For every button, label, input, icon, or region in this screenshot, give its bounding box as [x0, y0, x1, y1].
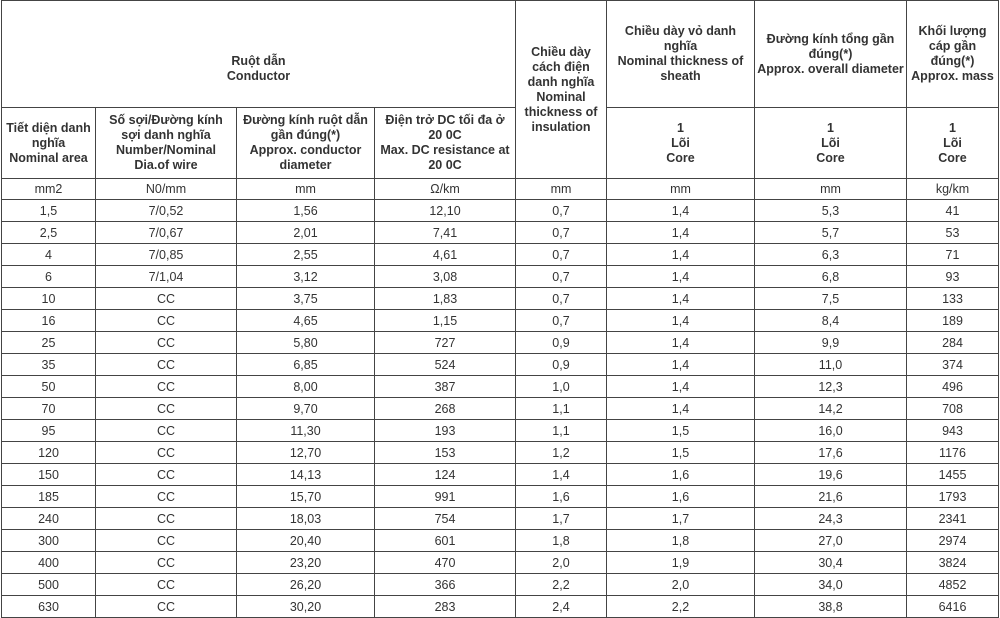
table-cell: 754	[375, 508, 516, 530]
table-cell: 1,4	[607, 310, 755, 332]
table-cell: 5,3	[755, 200, 907, 222]
table-row	[2, 596, 999, 618]
table-cell: 284	[907, 332, 999, 354]
table-cell: 9,70	[237, 398, 375, 420]
table-cell: CC	[96, 486, 237, 508]
table-cell: 70	[2, 398, 96, 420]
table-cell: 4852	[907, 574, 999, 596]
table-cell: CC	[96, 442, 237, 464]
table-cell: 0,7	[516, 244, 607, 266]
table-cell: 1,4	[607, 222, 755, 244]
area-en: Nominal area	[9, 150, 88, 165]
table-row	[2, 552, 999, 574]
cable-spec-table	[1, 0, 999, 618]
table-cell: 524	[375, 354, 516, 376]
table-cell: 8,4	[755, 310, 907, 332]
table-cell: CC	[96, 354, 237, 376]
table-cell: 6,85	[237, 354, 375, 376]
table-row	[2, 266, 999, 288]
table-cell: 708	[907, 398, 999, 420]
table-cell: 4	[2, 244, 96, 266]
table-cell: 2,0	[607, 574, 755, 596]
table-cell: 26,20	[237, 574, 375, 596]
mass-header	[907, 1, 999, 108]
table-cell: 1,83	[375, 288, 516, 310]
table-cell: 1,7	[516, 508, 607, 530]
wires-en: Number/Nominal Dia.of wire	[115, 143, 216, 172]
table-cell: 1,0	[516, 376, 607, 398]
table-cell: CC	[96, 398, 237, 420]
table-cell: 1,4	[516, 464, 607, 486]
table-cell: 133	[907, 288, 999, 310]
table-cell: 7/0,67	[96, 222, 237, 244]
table-cell: 1,8	[516, 530, 607, 552]
table-cell: 3,75	[237, 288, 375, 310]
table-cell: CC	[96, 574, 237, 596]
core-en: Core	[938, 150, 967, 165]
sheath-en: Nominal thickness of sheath	[617, 54, 744, 83]
table-cell: 1,4	[607, 376, 755, 398]
conductor-group-vi: Ruột dẫn	[231, 54, 286, 68]
unit-cell: kg/km	[907, 179, 999, 200]
table-cell: 21,6	[755, 486, 907, 508]
table-cell: 300	[2, 530, 96, 552]
table-cell: 500	[2, 574, 96, 596]
table-cell: 2,01	[237, 222, 375, 244]
table-cell: 18,03	[237, 508, 375, 530]
table-cell: 2,2	[607, 596, 755, 618]
table-row	[2, 442, 999, 464]
table-row	[2, 310, 999, 332]
table-cell: 727	[375, 332, 516, 354]
unit-cell: Ω/km	[375, 179, 516, 200]
table-row	[2, 420, 999, 442]
table-cell: 1,6	[607, 486, 755, 508]
table-cell: 7/1,04	[96, 266, 237, 288]
cond-diam-en: Approx. conductor diameter	[249, 143, 362, 172]
table-cell: 30,20	[237, 596, 375, 618]
table-cell: 71	[907, 244, 999, 266]
table-cell: 1,6	[516, 486, 607, 508]
table-cell: 1,5	[607, 442, 755, 464]
table-cell: 14,13	[237, 464, 375, 486]
table-cell: 1,9	[607, 552, 755, 574]
table-cell: 1,4	[607, 244, 755, 266]
table-cell: 0,9	[516, 354, 607, 376]
table-cell: 1455	[907, 464, 999, 486]
table-cell: 601	[375, 530, 516, 552]
table-cell: 1,4	[607, 200, 755, 222]
table-cell: 19,6	[755, 464, 907, 486]
mass-vi: Khối lượng cáp gần đúng(*)	[918, 24, 987, 68]
table-cell: 400	[2, 552, 96, 574]
table-cell: 193	[375, 420, 516, 442]
table-cell: 2,0	[516, 552, 607, 574]
table-cell: 34,0	[755, 574, 907, 596]
diameter-header	[755, 1, 907, 108]
table-cell: 6416	[907, 596, 999, 618]
table-cell: 2,5	[2, 222, 96, 244]
table-cell: 95	[2, 420, 96, 442]
table-cell: 0,7	[516, 310, 607, 332]
core-en: Core	[816, 150, 845, 165]
table-cell: 1,15	[375, 310, 516, 332]
table-cell: 1,5	[2, 200, 96, 222]
table-row	[2, 288, 999, 310]
core-num: 1	[949, 120, 956, 135]
table-row	[2, 574, 999, 596]
table-cell: 93	[907, 266, 999, 288]
table-cell: 2341	[907, 508, 999, 530]
table-cell: 27,0	[755, 530, 907, 552]
table-cell: 53	[907, 222, 999, 244]
table-cell: 387	[375, 376, 516, 398]
table-cell: 1176	[907, 442, 999, 464]
area-header	[2, 108, 96, 179]
cond-diam-vi: Đường kính ruột dẫn gần đúng(*)	[243, 113, 368, 142]
table-cell: 1,7	[607, 508, 755, 530]
table-cell: 1,2	[516, 442, 607, 464]
table-cell: 16	[2, 310, 96, 332]
table-cell: 11,0	[755, 354, 907, 376]
table-cell: 16,0	[755, 420, 907, 442]
insulation-vi: Chiều dày cách điện danh nghĩa	[527, 44, 595, 89]
table-row	[2, 376, 999, 398]
table-cell: 7,41	[375, 222, 516, 244]
table-cell: 150	[2, 464, 96, 486]
table-cell: 20,40	[237, 530, 375, 552]
table-cell: 6	[2, 266, 96, 288]
core-en: Core	[666, 150, 695, 165]
table-cell: 23,20	[237, 552, 375, 574]
core-vi: Lõi	[943, 135, 962, 150]
table-cell: 5,80	[237, 332, 375, 354]
table-cell: 185	[2, 486, 96, 508]
table-cell: CC	[96, 464, 237, 486]
table-cell: 12,70	[237, 442, 375, 464]
table-cell: 470	[375, 552, 516, 574]
table-cell: 120	[2, 442, 96, 464]
table-row	[2, 486, 999, 508]
table-row	[2, 508, 999, 530]
table-cell: 7/0,85	[96, 244, 237, 266]
unit-cell: N0/mm	[96, 179, 237, 200]
table-cell: 17,6	[755, 442, 907, 464]
table-cell: 10	[2, 288, 96, 310]
table-cell: 2,4	[516, 596, 607, 618]
table-cell: 283	[375, 596, 516, 618]
table-cell: CC	[96, 530, 237, 552]
table-cell: 0,7	[516, 200, 607, 222]
table-cell: 7/0,52	[96, 200, 237, 222]
table-cell: 366	[375, 574, 516, 596]
table-cell: 50	[2, 376, 96, 398]
unit-cell: mm	[237, 179, 375, 200]
table-cell: 14,2	[755, 398, 907, 420]
table-cell: CC	[96, 310, 237, 332]
table-cell: 5,7	[755, 222, 907, 244]
table-cell: CC	[96, 332, 237, 354]
core-vi: Lõi	[821, 135, 840, 150]
core-num: 1	[677, 120, 684, 135]
insulation-en: Nominal thickness of insulation	[524, 89, 598, 134]
table-cell: 0,7	[516, 266, 607, 288]
table-row	[2, 354, 999, 376]
table-cell: CC	[96, 288, 237, 310]
table-cell: 38,8	[755, 596, 907, 618]
unit-cell: mm	[607, 179, 755, 200]
table-cell: 1,4	[607, 398, 755, 420]
table-cell: 1,8	[607, 530, 755, 552]
table-cell: 3,08	[375, 266, 516, 288]
table-cell: CC	[96, 552, 237, 574]
table-cell: 3824	[907, 552, 999, 574]
wires-vi: Số sợi/Đường kính sợi danh nghĩa	[109, 113, 223, 142]
diameter-en: Approx. overall diameter	[757, 61, 904, 76]
table-cell: 1,4	[607, 266, 755, 288]
table-cell: 240	[2, 508, 96, 530]
sheath-header	[607, 1, 755, 108]
table-cell: 35	[2, 354, 96, 376]
resistance-vi: Điện trở DC tối đa ở 20 0C	[385, 113, 505, 142]
table-cell: 24,3	[755, 508, 907, 530]
table-cell: 943	[907, 420, 999, 442]
table-cell: 41	[907, 200, 999, 222]
table-cell: 9,9	[755, 332, 907, 354]
table-cell: 2974	[907, 530, 999, 552]
table-cell: 374	[907, 354, 999, 376]
table-cell: CC	[96, 420, 237, 442]
resistance-header	[375, 108, 516, 179]
diameter-core-header	[755, 108, 907, 179]
table-cell: 496	[907, 376, 999, 398]
table-cell: 2,55	[237, 244, 375, 266]
table-row	[2, 332, 999, 354]
table-cell: CC	[96, 596, 237, 618]
table-cell: 153	[375, 442, 516, 464]
table-cell: 1,4	[607, 288, 755, 310]
table-cell: 268	[375, 398, 516, 420]
table-cell: 2,2	[516, 574, 607, 596]
table-row	[2, 222, 999, 244]
table-cell: 25	[2, 332, 96, 354]
table-cell: CC	[96, 376, 237, 398]
table-cell: 4,65	[237, 310, 375, 332]
table-cell: 1,6	[607, 464, 755, 486]
table-row	[2, 464, 999, 486]
table-row	[2, 530, 999, 552]
table-cell: 0,7	[516, 288, 607, 310]
wires-header	[96, 108, 237, 179]
table-cell: 124	[375, 464, 516, 486]
table-cell: 30,4	[755, 552, 907, 574]
table-row	[2, 244, 999, 266]
table-cell: 0,7	[516, 222, 607, 244]
unit-cell: mm	[755, 179, 907, 200]
diameter-vi: Đường kính tổng gần đúng(*)	[766, 31, 895, 61]
table-cell: 12,10	[375, 200, 516, 222]
table-cell: 991	[375, 486, 516, 508]
table-cell: 7,5	[755, 288, 907, 310]
table-cell: 8,00	[237, 376, 375, 398]
table-cell: 3,12	[237, 266, 375, 288]
table-cell: 189	[907, 310, 999, 332]
core-vi: Lõi	[671, 135, 690, 150]
table-cell: 630	[2, 596, 96, 618]
table-cell: 6,8	[755, 266, 907, 288]
table-cell: 12,3	[755, 376, 907, 398]
table-row	[2, 398, 999, 420]
core-num: 1	[827, 120, 834, 135]
table-cell: CC	[96, 508, 237, 530]
table-cell: 6,3	[755, 244, 907, 266]
unit-cell: mm	[516, 179, 607, 200]
table-cell: 15,70	[237, 486, 375, 508]
table-row	[2, 200, 999, 222]
mass-en: Approx. mass	[911, 69, 994, 83]
table-cell: 4,61	[375, 244, 516, 266]
conductor-group-en: Conductor	[226, 69, 291, 83]
table-cell: 1,56	[237, 200, 375, 222]
table-cell: 1,4	[607, 354, 755, 376]
table-cell: 11,30	[237, 420, 375, 442]
mass-core-header	[907, 108, 999, 179]
unit-cell: mm2	[2, 179, 96, 200]
conductor-group-header	[2, 1, 516, 108]
table-cell: 1,5	[607, 420, 755, 442]
insulation-header	[516, 1, 607, 179]
resistance-en: Max. DC resistance at 20 0C	[380, 143, 510, 172]
table-cell: 1,4	[607, 332, 755, 354]
cond-diam-header	[237, 108, 375, 179]
table-cell: 1,1	[516, 398, 607, 420]
table-cell: 0,9	[516, 332, 607, 354]
units-row	[2, 179, 999, 200]
area-vi: Tiết diện danh nghĩa	[6, 120, 91, 150]
sheath-core-header	[607, 108, 755, 179]
table-cell: 1,1	[516, 420, 607, 442]
sheath-vi: Chiều dày vỏ danh nghĩa	[624, 24, 737, 53]
table-cell: 1793	[907, 486, 999, 508]
